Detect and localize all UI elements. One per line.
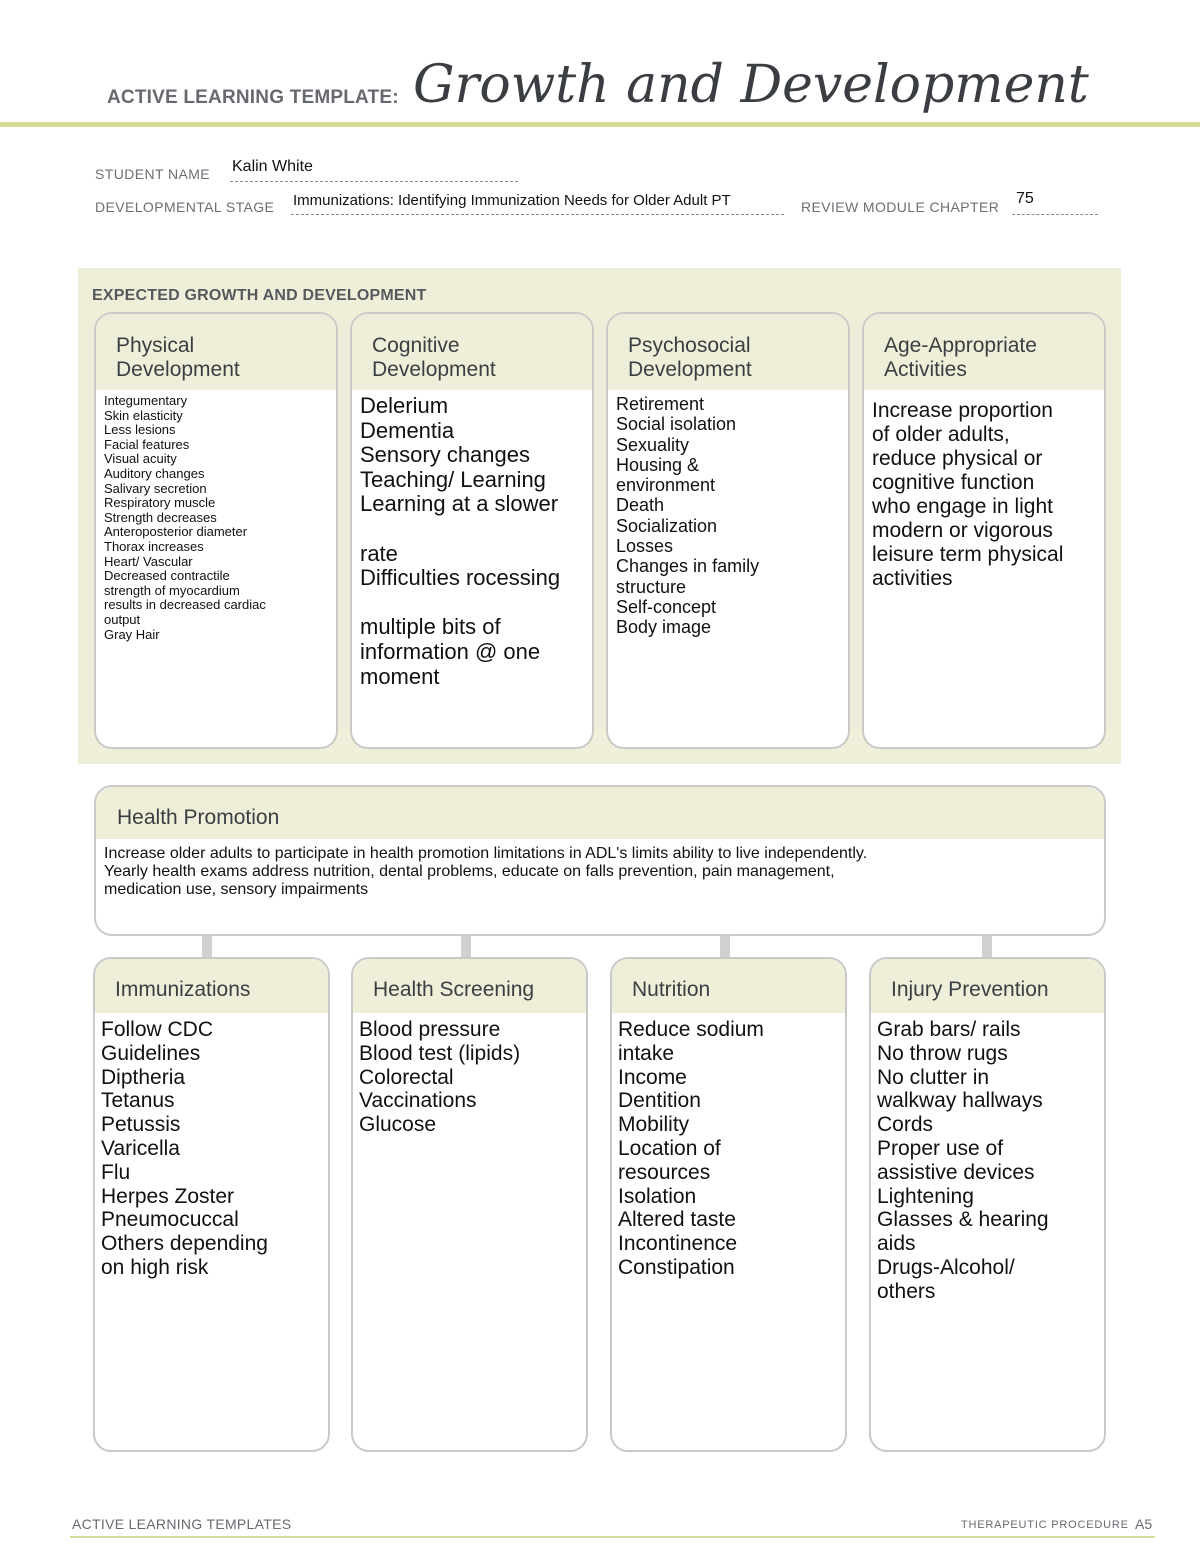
psychosocial-development-heading: Psychosocial Development bbox=[608, 314, 848, 390]
student-name-line bbox=[230, 181, 518, 182]
template-label: ACTIVE LEARNING TEMPLATE: bbox=[107, 87, 399, 108]
injury-prevention-text[interactable]: Grab bars/ rails No throw rugs No clutter in walkway hallways Cords Proper use of assistive devices Lightening Glasses & hearing aids Drugs-Alcohol/ others bbox=[877, 1018, 1049, 1303]
review-chapter-field[interactable]: 75 bbox=[1016, 190, 1034, 207]
health-promotion-text[interactable]: Increase older adults to participate in health promotion limitations in ADL's limits ability to live independently. Yearly health exams address nutrition, dental problems, educate on falls prevention, pain management, medication use, sensory impairments bbox=[104, 845, 868, 898]
page-title: Growth and Development bbox=[413, 55, 1089, 115]
health-promotion-card bbox=[94, 785, 1106, 936]
cognitive-development-card bbox=[350, 312, 594, 749]
age-appropriate-activities-heading: Age-Appropriate Activities bbox=[864, 314, 1104, 390]
nutrition-text[interactable]: Reduce sodium intake Income Dentition Mobility Location of resources Isolation Altered taste Incontinence Constipation bbox=[618, 1018, 764, 1279]
review-chapter-label: REVIEW MODULE CHAPTER bbox=[801, 199, 1000, 215]
health-screening-card bbox=[351, 957, 588, 1452]
injury-prevention-card bbox=[869, 957, 1106, 1452]
connector bbox=[720, 935, 730, 957]
footer-right-label: THERAPEUTIC PROCEDURE bbox=[961, 1519, 1129, 1531]
health-screening-heading: Health Screening bbox=[353, 959, 586, 1013]
header-rule bbox=[0, 122, 1200, 127]
injury-prevention-heading: Injury Prevention bbox=[871, 959, 1104, 1013]
footer-rule bbox=[70, 1536, 1155, 1538]
nutrition-card bbox=[610, 957, 847, 1452]
nutrition-heading: Nutrition bbox=[612, 959, 845, 1013]
immunizations-card bbox=[93, 957, 330, 1452]
health-screening-text[interactable]: Blood pressure Blood test (lipids) Colorectal Vaccinations Glucose bbox=[359, 1018, 521, 1137]
psychosocial-development-card bbox=[606, 312, 850, 749]
psychosocial-development-text[interactable]: Retirement Social isolation Sexuality Housing & environment Death Socialization Losses Changes in family structure Self-concept Body image bbox=[616, 394, 760, 638]
expected-growth-title: EXPECTED GROWTH AND DEVELOPMENT bbox=[92, 287, 427, 304]
immunizations-heading: Immunizations bbox=[95, 959, 328, 1013]
physical-development-heading: Physical Development bbox=[96, 314, 336, 390]
cognitive-development-heading: Cognitive Development bbox=[352, 314, 592, 390]
cognitive-development-text[interactable]: Delerium Dementia Sensory changes Teaching/ Learning Learning at a slower rate Difficulties rocessing multiple bits of information @ one moment bbox=[360, 393, 561, 689]
review-chapter-line bbox=[1012, 214, 1098, 215]
student-name-field[interactable]: Kalin White bbox=[232, 158, 313, 175]
age-appropriate-activities-text[interactable]: Increase proportion of older adults, reduce physical or cognitive function who engage in light modern or vigorous leisure term physical activities bbox=[872, 399, 1064, 590]
student-name-label: STUDENT NAME bbox=[95, 166, 210, 182]
page-number: A5 bbox=[1135, 1516, 1153, 1532]
physical-development-card bbox=[94, 312, 338, 749]
immunizations-text[interactable]: Follow CDC Guidelines Diptheria Tetanus Petussis Varicella Flu Herpes Zoster Pneumocuccal Others depending on high risk bbox=[101, 1018, 268, 1279]
developmental-stage-label: DEVELOPMENTAL STAGE bbox=[95, 199, 275, 215]
developmental-stage-field[interactable]: Immunizations: Identifying Immunization Needs for Older Adult PT bbox=[293, 192, 731, 209]
physical-development-text[interactable]: Integumentary Skin elasticity Less lesions Facial features Visual acuity Auditory changes Salivary secretion Respiratory muscle Strength decreases Anteroposterior diameter Thorax increases Heart/ Vascular Decreased contractile strength of myocardium results in decreased cardiac output Gray Hair bbox=[104, 393, 266, 642]
footer-left-label: ACTIVE LEARNING TEMPLATES bbox=[72, 1516, 292, 1532]
developmental-stage-line bbox=[291, 214, 784, 215]
health-promotion-heading: Health Promotion bbox=[96, 787, 1104, 839]
connector bbox=[202, 935, 212, 957]
connector bbox=[982, 935, 992, 957]
age-appropriate-activities-card bbox=[862, 312, 1106, 749]
connector bbox=[461, 935, 471, 957]
